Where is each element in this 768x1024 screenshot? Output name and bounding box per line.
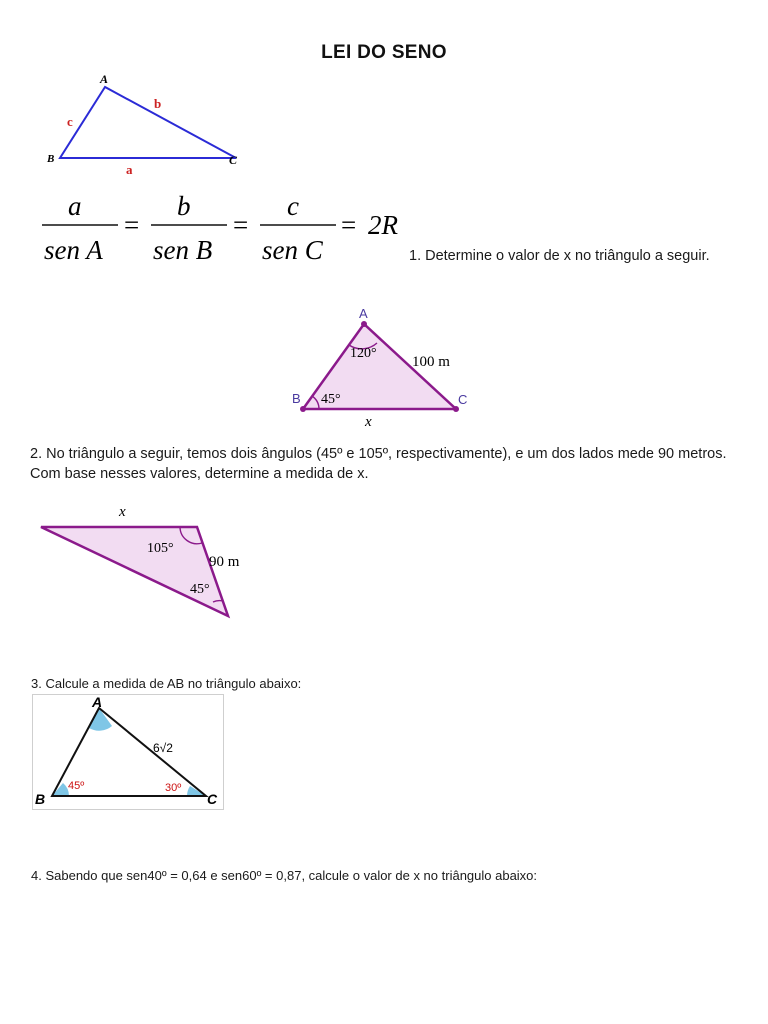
q1-angle-a-label: 120° [350,346,377,361]
q2-triangle [41,527,228,616]
q1-angle-b-label: 45° [321,392,341,407]
q1-vertex-b-label: B [292,391,301,406]
q3-angle-c-label: 30º [165,782,182,794]
q1-side-ac-label: 100 m [412,354,450,370]
equals-sign-2: = [233,210,249,240]
q3-vertex-a-label: A [92,694,103,710]
question-3-text: 3. Calcule a medida de AB no triângulo abaixo: [31,676,302,691]
ref-side-b: b [154,96,162,111]
q1-vertex-b-dot [300,406,306,412]
reference-triangle-figure [40,70,260,180]
q1-vertex-a-dot [361,321,367,327]
ref-vertex-c: C [229,153,238,167]
q2-angle-top-label: 105° [147,541,174,556]
ref-vertex-b: B [47,153,55,165]
q2-angle-bottom-label: 45° [190,582,210,597]
reference-triangle [60,87,236,158]
formula-numerator-a: a [68,191,82,221]
formula-denominator-sen-b: sen B [153,235,213,265]
ref-vertex-a: A [100,72,109,86]
equals-sign-3: = [341,210,357,240]
question-1-text: 1. Determine o valor de x no triângulo a seguir. [409,248,710,264]
q1-side-bc-label: x [365,414,372,430]
q3-side-ac-label: 6√2 [153,741,173,755]
question-3-triangle-figure [32,694,224,810]
question-1-triangle-figure [286,302,486,432]
page-title: LEI DO SENO [321,42,447,63]
q3-angle-b-label: 45º [68,780,85,792]
formula-numerator-c: c [287,191,299,221]
ref-side-a: a [126,162,133,177]
formula-denominator-sen-a: sen A [44,235,103,265]
question-2-triangle-figure [34,500,274,625]
q1-vertex-c-label: C [458,392,468,407]
ref-side-c: c [67,114,73,129]
q2-side-right-label: 90 m [209,554,240,570]
q3-vertex-b-label: B [35,791,46,807]
sine-law-formula [38,188,418,268]
formula-numerator-b: b [177,191,191,221]
q3-vertex-c-label: C [207,791,218,807]
q2-side-top-label: x [119,504,126,520]
formula-result-2r: 2R [368,210,398,240]
question-2-text: 2. No triângulo a seguir, temos dois ângulos (45º e 105º, respectivamente), e um dos lados mede 90 metros. Com base nesses valores, determine a medida de x. [30,446,727,482]
equals-sign-1: = [124,210,140,240]
q1-vertex-a-label: A [359,306,368,321]
formula-denominator-sen-c: sen C [262,235,323,265]
question-4-text: 4. Sabendo que sen40º = 0,64 e sen60º = 0,87, calcule o valor de x no triângulo abaixo: [31,868,538,883]
